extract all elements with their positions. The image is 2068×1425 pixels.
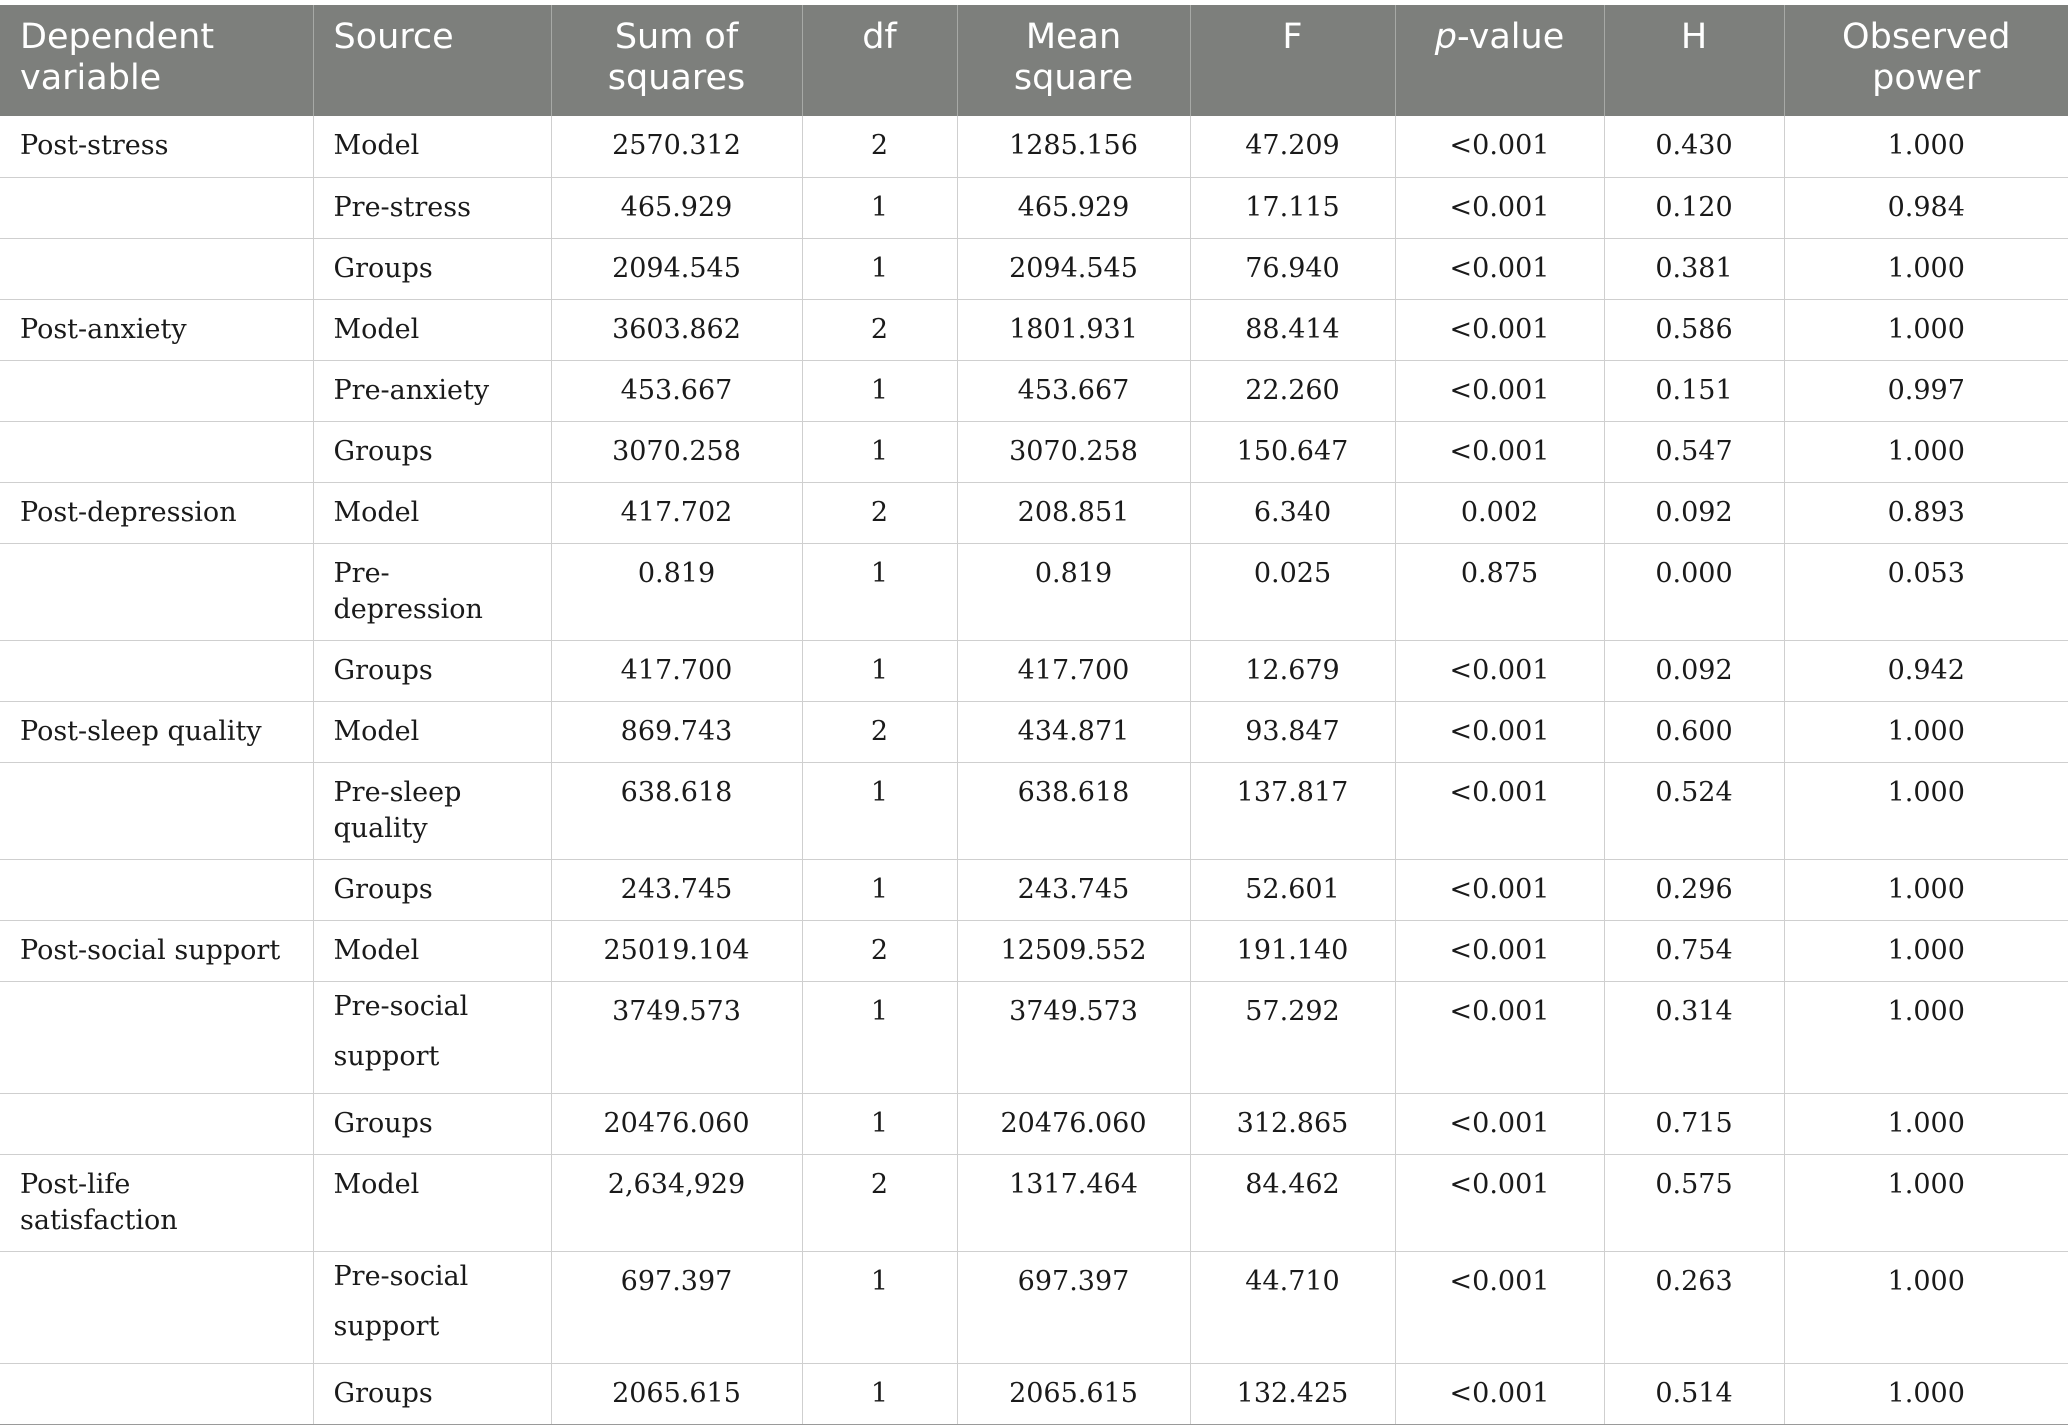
cell-observed-power: 1.000 — [1784, 701, 2068, 762]
cell-p-value: <0.001 — [1395, 1363, 1604, 1424]
cell-f: 52.601 — [1190, 859, 1395, 920]
cell-df: 2 — [802, 920, 957, 981]
anova-results-table — [0, 5, 2068, 1425]
cell-h: 0.381 — [1604, 238, 1784, 299]
cell-f: 84.462 — [1190, 1154, 1395, 1251]
cell-p-value: <0.001 — [1395, 116, 1604, 177]
cell-observed-power: 1.000 — [1784, 1251, 2068, 1363]
cell-mean-square: 2065.615 — [957, 1363, 1190, 1424]
table-row — [0, 981, 2068, 1093]
cell-dependent-variable: Post-depression — [0, 482, 313, 543]
cell-f: 17.115 — [1190, 177, 1395, 238]
cell-dependent-variable: Post-sleep quality — [0, 701, 313, 762]
cell-f: 47.209 — [1190, 116, 1395, 177]
cell-p-value: <0.001 — [1395, 859, 1604, 920]
cell-p-value: <0.001 — [1395, 701, 1604, 762]
table-row — [0, 1093, 2068, 1154]
cell-dependent-variable — [0, 543, 313, 640]
cell-observed-power: 1.000 — [1784, 1154, 2068, 1251]
cell-source: Model — [313, 701, 551, 762]
cell-dependent-variable — [0, 360, 313, 421]
cell-source: Groups — [313, 421, 551, 482]
cell-sum-of-squares: 869.743 — [551, 701, 802, 762]
cell-dependent-variable: Post-life satisfaction — [0, 1154, 313, 1251]
table-row — [0, 543, 2068, 640]
cell-df: 1 — [802, 762, 957, 859]
cell-mean-square: 20476.060 — [957, 1093, 1190, 1154]
cell-df: 1 — [802, 543, 957, 640]
table-row — [0, 421, 2068, 482]
header-row — [0, 5, 2068, 116]
header-p-value — [1395, 5, 1604, 116]
cell-observed-power: 1.000 — [1784, 920, 2068, 981]
cell-sum-of-squares: 3749.573 — [551, 981, 802, 1093]
cell-observed-power: 0.942 — [1784, 640, 2068, 701]
cell-dependent-variable — [0, 762, 313, 859]
cell-source: Pre-sleep quality — [313, 762, 551, 859]
cell-f: 88.414 — [1190, 299, 1395, 360]
table-row — [0, 640, 2068, 701]
cell-observed-power: 0.997 — [1784, 360, 2068, 421]
cell-p-value: <0.001 — [1395, 640, 1604, 701]
cell-sum-of-squares: 3603.862 — [551, 299, 802, 360]
cell-df: 1 — [802, 859, 957, 920]
cell-f: 93.847 — [1190, 701, 1395, 762]
cell-f: 0.025 — [1190, 543, 1395, 640]
cell-sum-of-squares: 638.618 — [551, 762, 802, 859]
cell-mean-square: 1801.931 — [957, 299, 1190, 360]
cell-sum-of-squares: 697.397 — [551, 1251, 802, 1363]
cell-sum-of-squares: 20476.060 — [551, 1093, 802, 1154]
cell-f: 6.340 — [1190, 482, 1395, 543]
cell-p-value: <0.001 — [1395, 1154, 1604, 1251]
cell-p-value: 0.875 — [1395, 543, 1604, 640]
cell-sum-of-squares: 453.667 — [551, 360, 802, 421]
cell-dependent-variable — [0, 1363, 313, 1424]
table-row — [0, 299, 2068, 360]
table-row — [0, 116, 2068, 177]
cell-sum-of-squares: 417.702 — [551, 482, 802, 543]
cell-df: 1 — [802, 360, 957, 421]
table-row — [0, 482, 2068, 543]
cell-p-value: <0.001 — [1395, 238, 1604, 299]
cell-source: Groups — [313, 859, 551, 920]
cell-f: 137.817 — [1190, 762, 1395, 859]
cell-source: Pre-social support — [313, 1251, 551, 1363]
header-observed-power: Observed power — [1784, 5, 2068, 116]
cell-f: 44.710 — [1190, 1251, 1395, 1363]
cell-sum-of-squares: 2094.545 — [551, 238, 802, 299]
header-f: F — [1190, 5, 1395, 116]
cell-df: 1 — [802, 177, 957, 238]
cell-dependent-variable — [0, 238, 313, 299]
cell-source: Model — [313, 299, 551, 360]
cell-df: 1 — [802, 238, 957, 299]
table-row — [0, 1154, 2068, 1251]
cell-p-value: <0.001 — [1395, 177, 1604, 238]
cell-df: 2 — [802, 482, 957, 543]
cell-observed-power: 1.000 — [1784, 859, 2068, 920]
cell-dependent-variable: Post-social support — [0, 920, 313, 981]
cell-mean-square: 697.397 — [957, 1251, 1190, 1363]
cell-observed-power: 0.053 — [1784, 543, 2068, 640]
cell-dependent-variable: Post-stress — [0, 116, 313, 177]
cell-sum-of-squares: 2570.312 — [551, 116, 802, 177]
table-row — [0, 177, 2068, 238]
cell-h: 0.600 — [1604, 701, 1784, 762]
cell-df: 1 — [802, 1251, 957, 1363]
table-row — [0, 1251, 2068, 1363]
cell-h: 0.754 — [1604, 920, 1784, 981]
header-mean-square: Mean square — [957, 5, 1190, 116]
cell-mean-square: 465.929 — [957, 177, 1190, 238]
cell-sum-of-squares: 0.819 — [551, 543, 802, 640]
cell-sum-of-squares: 243.745 — [551, 859, 802, 920]
cell-h: 0.000 — [1604, 543, 1784, 640]
cell-source: Groups — [313, 1093, 551, 1154]
header-sum-of-squares: Sum of squares — [551, 5, 802, 116]
cell-sum-of-squares: 2065.615 — [551, 1363, 802, 1424]
cell-h: 0.430 — [1604, 116, 1784, 177]
cell-mean-square: 243.745 — [957, 859, 1190, 920]
table-row — [0, 1363, 2068, 1424]
cell-h: 0.296 — [1604, 859, 1784, 920]
header-p-letter: p — [1434, 17, 1457, 57]
cell-observed-power: 0.893 — [1784, 482, 2068, 543]
cell-h: 0.524 — [1604, 762, 1784, 859]
cell-sum-of-squares: 417.700 — [551, 640, 802, 701]
cell-mean-square: 417.700 — [957, 640, 1190, 701]
cell-dependent-variable — [0, 859, 313, 920]
cell-observed-power: 1.000 — [1784, 116, 2068, 177]
cell-mean-square: 208.851 — [957, 482, 1190, 543]
header-df: df — [802, 5, 957, 116]
cell-f: 150.647 — [1190, 421, 1395, 482]
cell-p-value: <0.001 — [1395, 762, 1604, 859]
cell-f: 312.865 — [1190, 1093, 1395, 1154]
cell-observed-power: 1.000 — [1784, 762, 2068, 859]
cell-mean-square: 3749.573 — [957, 981, 1190, 1093]
cell-mean-square: 453.667 — [957, 360, 1190, 421]
cell-p-value: <0.001 — [1395, 360, 1604, 421]
table-body — [0, 116, 2068, 1424]
cell-dependent-variable — [0, 1251, 313, 1363]
cell-df: 1 — [802, 1093, 957, 1154]
cell-source: Groups — [313, 640, 551, 701]
cell-source: Model — [313, 1154, 551, 1251]
cell-source: Groups — [313, 1363, 551, 1424]
cell-source: Pre-depression — [313, 543, 551, 640]
table-header — [0, 5, 2068, 116]
cell-df: 2 — [802, 116, 957, 177]
cell-df: 2 — [802, 701, 957, 762]
cell-dependent-variable — [0, 981, 313, 1093]
cell-source: Model — [313, 920, 551, 981]
cell-source: Pre-social support — [313, 981, 551, 1093]
table-row — [0, 859, 2068, 920]
cell-sum-of-squares: 465.929 — [551, 177, 802, 238]
cell-sum-of-squares: 2,634,929 — [551, 1154, 802, 1251]
cell-mean-square: 2094.545 — [957, 238, 1190, 299]
cell-observed-power: 1.000 — [1784, 1363, 2068, 1424]
cell-df: 1 — [802, 421, 957, 482]
cell-mean-square: 1317.464 — [957, 1154, 1190, 1251]
cell-f: 12.679 — [1190, 640, 1395, 701]
cell-observed-power: 1.000 — [1784, 421, 2068, 482]
header-source: Source — [313, 5, 551, 116]
cell-observed-power: 1.000 — [1784, 1093, 2068, 1154]
table-row — [0, 360, 2068, 421]
cell-dependent-variable: Post-anxiety — [0, 299, 313, 360]
anova-table-container — [0, 5, 2068, 1425]
cell-mean-square: 3070.258 — [957, 421, 1190, 482]
cell-h: 0.092 — [1604, 482, 1784, 543]
cell-observed-power: 0.984 — [1784, 177, 2068, 238]
cell-p-value: <0.001 — [1395, 1251, 1604, 1363]
header-h: H — [1604, 5, 1784, 116]
cell-observed-power: 1.000 — [1784, 238, 2068, 299]
cell-p-value: <0.001 — [1395, 920, 1604, 981]
cell-h: 0.715 — [1604, 1093, 1784, 1154]
cell-f: 132.425 — [1190, 1363, 1395, 1424]
cell-p-value: <0.001 — [1395, 1093, 1604, 1154]
cell-dependent-variable — [0, 1093, 313, 1154]
cell-h: 0.547 — [1604, 421, 1784, 482]
header-dependent-variable: Dependent variable — [0, 5, 313, 116]
cell-dependent-variable — [0, 177, 313, 238]
cell-mean-square: 434.871 — [957, 701, 1190, 762]
cell-dependent-variable — [0, 640, 313, 701]
cell-sum-of-squares: 25019.104 — [551, 920, 802, 981]
cell-source: Pre-stress — [313, 177, 551, 238]
cell-h: 0.263 — [1604, 1251, 1784, 1363]
cell-p-value: <0.001 — [1395, 299, 1604, 360]
cell-f: 22.260 — [1190, 360, 1395, 421]
cell-df: 1 — [802, 640, 957, 701]
cell-source: Pre-anxiety — [313, 360, 551, 421]
cell-mean-square: 12509.552 — [957, 920, 1190, 981]
cell-df: 2 — [802, 1154, 957, 1251]
cell-p-value: <0.001 — [1395, 981, 1604, 1093]
header-p-suffix: -value — [1456, 17, 1565, 57]
cell-mean-square: 638.618 — [957, 762, 1190, 859]
cell-p-value: <0.001 — [1395, 421, 1604, 482]
cell-mean-square: 1285.156 — [957, 116, 1190, 177]
table-row — [0, 238, 2068, 299]
cell-h: 0.151 — [1604, 360, 1784, 421]
cell-h: 0.586 — [1604, 299, 1784, 360]
cell-df: 1 — [802, 1363, 957, 1424]
table-row — [0, 701, 2068, 762]
cell-dependent-variable — [0, 421, 313, 482]
cell-observed-power: 1.000 — [1784, 981, 2068, 1093]
cell-source: Model — [313, 116, 551, 177]
cell-h: 0.120 — [1604, 177, 1784, 238]
table-row — [0, 920, 2068, 981]
cell-f: 57.292 — [1190, 981, 1395, 1093]
cell-source: Groups — [313, 238, 551, 299]
cell-observed-power: 1.000 — [1784, 299, 2068, 360]
cell-p-value: 0.002 — [1395, 482, 1604, 543]
cell-mean-square: 0.819 — [957, 543, 1190, 640]
table-row — [0, 762, 2068, 859]
cell-f: 76.940 — [1190, 238, 1395, 299]
cell-source: Model — [313, 482, 551, 543]
cell-df: 1 — [802, 981, 957, 1093]
cell-h: 0.092 — [1604, 640, 1784, 701]
cell-df: 2 — [802, 299, 957, 360]
cell-sum-of-squares: 3070.258 — [551, 421, 802, 482]
cell-h: 0.575 — [1604, 1154, 1784, 1251]
cell-f: 191.140 — [1190, 920, 1395, 981]
cell-h: 0.514 — [1604, 1363, 1784, 1424]
cell-h: 0.314 — [1604, 981, 1784, 1093]
